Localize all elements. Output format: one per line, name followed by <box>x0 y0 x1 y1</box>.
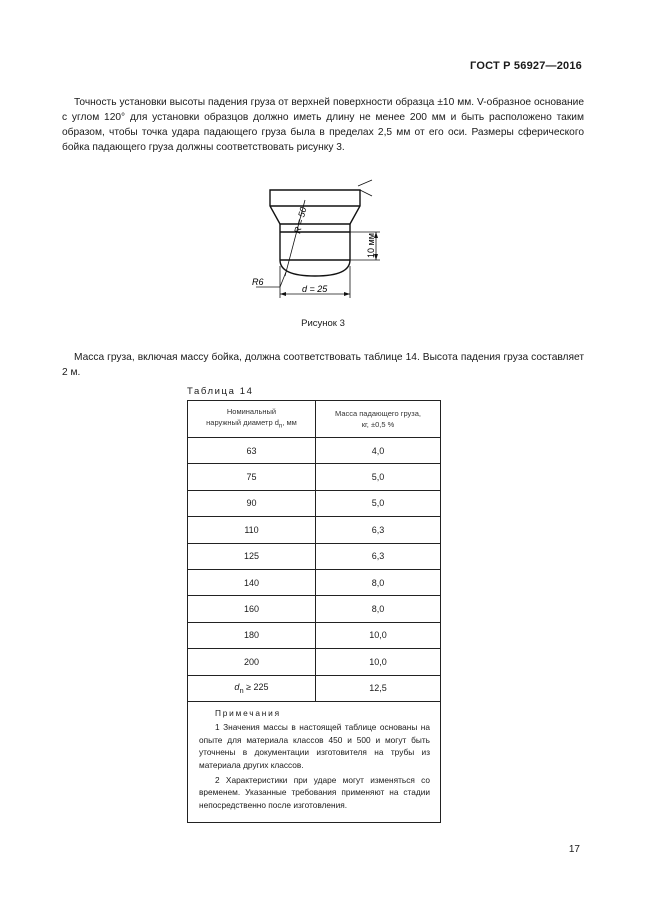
table-row <box>188 569 441 595</box>
paragraph-mass: Масса груза, включая массу бойка, должна соответствовать таблице 14. Высота падения груза составляет 2 м. <box>62 352 584 378</box>
mass-table <box>187 400 441 823</box>
table-row <box>188 596 441 622</box>
mass-cell-last: 12,5 <box>316 675 441 701</box>
striker-figure-svg <box>240 176 390 304</box>
dim-arrow-left <box>280 292 286 296</box>
diameter-label: d = 25 <box>302 284 328 294</box>
table-row <box>188 490 441 516</box>
radius-main-label: R = 50 <box>292 206 309 235</box>
table-row-last <box>188 675 441 701</box>
chamfer-ext <box>360 190 372 196</box>
diameter-cell: 140 <box>188 569 316 595</box>
figure-caption: Рисунок 3 <box>301 318 345 329</box>
mass-cell: 5,0 <box>316 464 441 490</box>
height-label: 10 мм <box>366 233 376 258</box>
mass-cell: 8,0 <box>316 596 441 622</box>
header-diameter-line1: Номинальный <box>226 407 277 417</box>
document-standard-header: ГОСТ Р 56927—2016 <box>470 60 582 72</box>
diameter-subscript: n <box>239 685 244 695</box>
table-caption: Таблица 14 <box>187 386 254 397</box>
flange-outline <box>270 190 360 224</box>
header-diameter-line2: наружный диаметр d <box>206 418 279 428</box>
table-notes <box>188 701 441 822</box>
diameter-cell: 75 <box>188 464 316 490</box>
diameter-cell-last <box>188 675 316 701</box>
mass-cell: 6,3 <box>316 543 441 569</box>
notes-row <box>188 701 441 822</box>
table-row <box>188 464 441 490</box>
diameter-cell: 110 <box>188 517 316 543</box>
table-row <box>188 543 441 569</box>
header-diameter-unit: , мм <box>282 418 297 428</box>
mass-cell: 10,0 <box>316 649 441 675</box>
dim-arrow-right <box>344 292 350 296</box>
table-row <box>188 622 441 648</box>
mass-cell: 5,0 <box>316 490 441 516</box>
diameter-cell: 200 <box>188 649 316 675</box>
note-2: 2 Характеристики при ударе могут изменяться со временем. Указанные требования применяют на стадии непосредственно после изготовления. <box>199 774 430 810</box>
table-row <box>188 438 441 464</box>
diameter-cell: 160 <box>188 596 316 622</box>
diameter-last-value: ≥ 225 <box>243 681 269 692</box>
diameter-cell: 90 <box>188 490 316 516</box>
diameter-symbol: d <box>234 681 240 692</box>
diameter-cell: 125 <box>188 543 316 569</box>
header-mass-line1: Масса падающего груза, <box>334 409 421 418</box>
chamfer-leader <box>358 180 372 186</box>
mass-cell: 4,0 <box>316 438 441 464</box>
paragraph-drop-height: Точность установки высоты падения груза от верхней поверхности образца ±10 мм. V-образное основание с углом 120° для установки образцов должно иметь длину не менее 200 мм и быть расположено таким образом, чтобы точка удара падающего груза была в пределах 2,5 мм от его оси. Размеры сферического бойка падающего груза должны соответствовать рисунку 3. <box>62 97 584 153</box>
striker-drawing <box>240 176 390 304</box>
mass-cell: 8,0 <box>316 569 441 595</box>
mass-cell: 10,0 <box>316 622 441 648</box>
header-mass <box>316 401 441 438</box>
diameter-cell: 180 <box>188 622 316 648</box>
table-header-row <box>188 401 441 438</box>
r6-leader-diag <box>280 272 286 287</box>
page-number: 17 <box>568 844 580 855</box>
radius-small-label: R6 <box>252 277 264 287</box>
header-mass-line2: кг, ±0,5 % <box>361 420 395 429</box>
diameter-cell: 63 <box>188 438 316 464</box>
header-diameter-sub: n <box>278 422 283 430</box>
table-row <box>188 649 441 675</box>
mass-cell: 6,3 <box>316 517 441 543</box>
note-1: 1 Значения массы в настоящей таблице основаны на опыте для материала классов 450 и 500 и могут быть уточнены в документации изготовителя на трубы из материала других классов. <box>199 722 430 770</box>
notes-title: Примечания <box>215 707 281 718</box>
table-row <box>188 517 441 543</box>
header-diameter <box>188 401 316 438</box>
